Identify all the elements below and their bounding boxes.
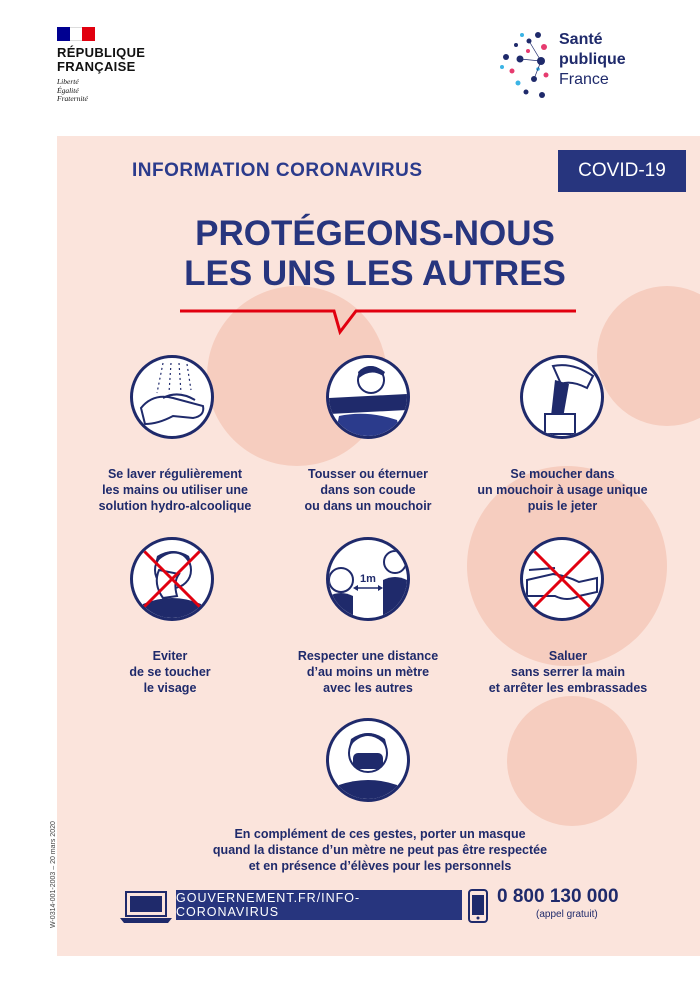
spf-line2: publique [559,51,626,68]
headline-line2: LES UNS LES AUTRES [184,254,566,293]
distance-label: 1m [360,573,376,585]
motto-line3: Fraternité [57,94,88,103]
phone-icon [467,888,489,924]
no-handshake-icon [520,537,604,621]
gesture-caption: Eviter de se toucher le visage [129,649,211,695]
hand-washing-icon [130,355,214,439]
spf-line3: France [559,71,609,88]
phone-number[interactable]: 0 800 130 000 [497,886,619,907]
sante-publique-france-text [559,30,626,90]
tissue-icon [520,355,604,439]
republique-francaise-title [57,46,145,74]
phone-note: (appel gratuit) [536,909,598,920]
covid-badge: COVID-19 [558,150,686,192]
virus-decoration [597,286,700,426]
spf-line1: Santé [559,31,603,48]
republic-line1: RÉPUBLIQUE [57,45,146,60]
gesture-caption: Tousser ou éternuer dans son coude ou dans un mouchoir [304,467,432,513]
motto-line2: Égalité [57,85,79,95]
speech-bubble-underline [178,296,578,336]
headline-line1: PROTÉGEONS-NOUS [195,214,555,253]
sante-publique-logo-icon [498,27,564,107]
french-flag-logo [57,27,95,41]
gesture-caption: Respecter une distance d’au moins un mètre avec les autres [297,649,439,695]
republic-line2: FRANÇAISE [57,59,136,74]
gesture-caption: Se laver régulièrement les mains ou utiliser une solution hydro-alcoolique [98,467,252,513]
laptop-icon [118,890,174,924]
republic-motto [57,78,88,104]
headline [150,214,600,294]
distance-icon [326,537,410,621]
info-title: INFORMATION CORONAVIRUS [132,160,423,181]
cough-elbow-icon [326,355,410,439]
motto-line1: Liberté [57,77,79,86]
gesture-caption: Se moucher dans un mouchoir à usage unique puis le jeter [477,467,648,513]
virus-decoration [507,696,637,826]
gesture-caption: Saluer sans serrer la main et arrêter les embrassades [488,649,648,695]
mask-caption: En complément de ces gestes, porter un masque quand la distance d’un mètre ne peut pas être respectée et en présence d’élèves pour les personnels [212,827,548,873]
no-face-touch-icon [130,537,214,621]
document-reference: W-0314-001-2003 – 20 mars 2020 [50,821,57,928]
info-url-link[interactable]: GOUVERNEMENT.FR/INFO-CORONAVIRUS [176,890,462,920]
face-mask-icon [326,718,410,802]
